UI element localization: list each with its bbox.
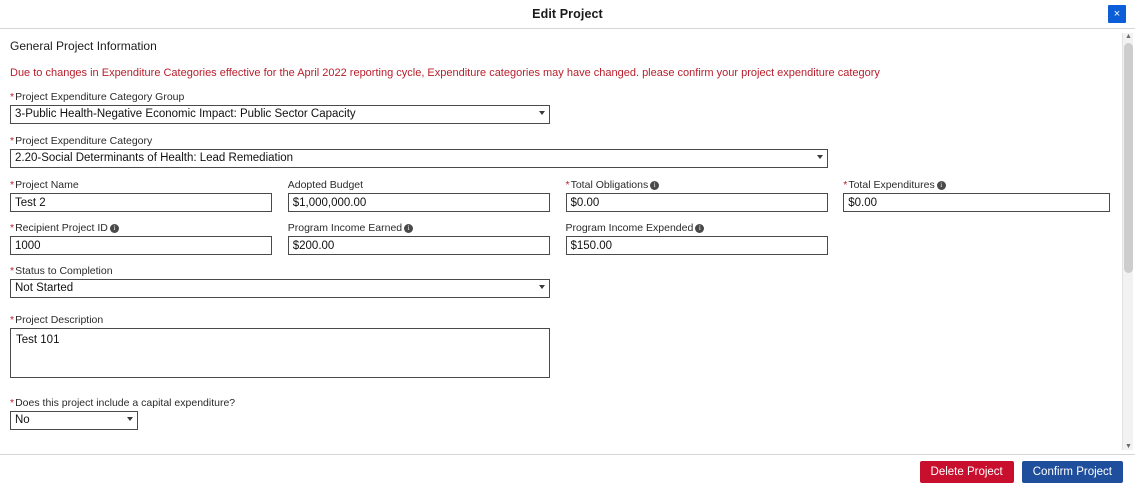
confirm-project-button[interactable]: Confirm Project — [1022, 461, 1123, 483]
required-marker: * — [10, 397, 15, 409]
label-text: Project Description — [15, 314, 104, 326]
field-project-description — [10, 314, 1121, 381]
close-icon[interactable]: × — [1108, 5, 1126, 23]
row-financials-2 — [10, 222, 1121, 255]
field-project-name — [10, 179, 288, 212]
required-marker: * — [10, 91, 15, 103]
required-marker: * — [10, 222, 15, 234]
label-text: Project Expenditure Category — [15, 135, 153, 147]
status-select-wrap — [10, 279, 550, 298]
row-financials-1 — [10, 179, 1121, 212]
recipient-project-id-input[interactable] — [10, 236, 272, 255]
field-adopted-budget — [288, 179, 566, 212]
scrollbar[interactable] — [1122, 33, 1133, 450]
field-capital-expenditure — [10, 397, 1121, 430]
info-icon[interactable]: i — [937, 181, 946, 190]
required-marker: * — [843, 179, 848, 191]
total-obligations-input[interactable] — [566, 193, 828, 212]
label-text: Program Income Earned — [287, 222, 403, 234]
field-recipient-project-id — [10, 222, 288, 255]
label-project-description — [10, 314, 1121, 326]
label-adopted-budget — [288, 179, 550, 191]
label-capital-expenditure — [10, 397, 1121, 409]
label-program-income-earned — [288, 222, 550, 234]
scroll-down-icon[interactable]: ▼ — [1125, 443, 1132, 450]
label-text: Recipient Project ID — [15, 222, 108, 234]
label-text: Total Expenditures — [848, 179, 935, 191]
category-select-wrap — [10, 149, 828, 168]
label-status-to-completion — [10, 265, 1121, 277]
program-income-expended-input[interactable] — [566, 236, 828, 255]
label-category-group — [10, 91, 1121, 103]
field-total-obligations — [566, 179, 844, 212]
info-icon[interactable]: i — [650, 181, 659, 190]
total-expenditures-input[interactable] — [843, 193, 1110, 212]
capital-expenditure-select[interactable] — [10, 411, 138, 430]
label-total-obligations — [566, 179, 828, 191]
required-marker: * — [10, 135, 15, 147]
project-name-input[interactable] — [10, 193, 272, 212]
adopted-budget-input[interactable] — [288, 193, 550, 212]
scrollbar-thumb[interactable] — [1124, 43, 1133, 273]
field-program-income-expended — [566, 222, 844, 255]
delete-project-button[interactable]: Delete Project — [920, 461, 1014, 483]
label-category — [10, 135, 1121, 147]
spacer-cell — [843, 222, 1121, 255]
field-status-to-completion — [10, 265, 1121, 298]
field-category-group — [10, 91, 1121, 124]
info-icon[interactable]: i — [110, 224, 119, 233]
field-category — [10, 135, 1121, 168]
label-text: Total Obligations — [570, 179, 649, 191]
category-group-select-wrap — [10, 105, 550, 124]
modal-body — [0, 29, 1135, 454]
scroll-up-icon[interactable]: ▲ — [1125, 33, 1132, 40]
required-marker: * — [565, 179, 570, 191]
info-icon[interactable]: i — [695, 224, 704, 233]
category-select[interactable] — [10, 149, 828, 168]
category-change-notice: Due to changes in Expenditure Categories effective for the April 2022 reporting cycle, Expenditure categories may have changed. please confirm your project expenditure category — [10, 67, 880, 79]
label-recipient-project-id — [10, 222, 272, 234]
label-program-income-expended — [566, 222, 828, 234]
field-program-income-earned — [288, 222, 566, 255]
label-project-name — [10, 179, 272, 191]
info-icon[interactable]: i — [404, 224, 413, 233]
section-title: General Project Information — [10, 39, 157, 53]
category-group-select[interactable] — [10, 105, 550, 124]
label-text: Project Name — [15, 179, 79, 191]
capital-expenditure-select-wrap — [10, 411, 138, 430]
required-marker: * — [10, 265, 15, 277]
label-text: Program Income Expended — [565, 222, 694, 234]
label-text: Does this project include a capital expenditure? — [15, 397, 236, 409]
required-marker: * — [10, 314, 15, 326]
required-marker: * — [10, 179, 15, 191]
project-description-textarea[interactable] — [10, 328, 550, 378]
field-total-expenditures — [843, 179, 1121, 212]
status-to-completion-select[interactable] — [10, 279, 550, 298]
label-text: Project Expenditure Category Group — [15, 91, 185, 103]
modal-header — [0, 0, 1135, 29]
modal-footer — [0, 454, 1135, 488]
label-total-expenditures — [843, 179, 1110, 191]
label-text: Adopted Budget — [287, 179, 364, 191]
label-text: Status to Completion — [15, 265, 113, 277]
page-title: Edit Project — [532, 7, 603, 21]
program-income-earned-input[interactable] — [288, 236, 550, 255]
